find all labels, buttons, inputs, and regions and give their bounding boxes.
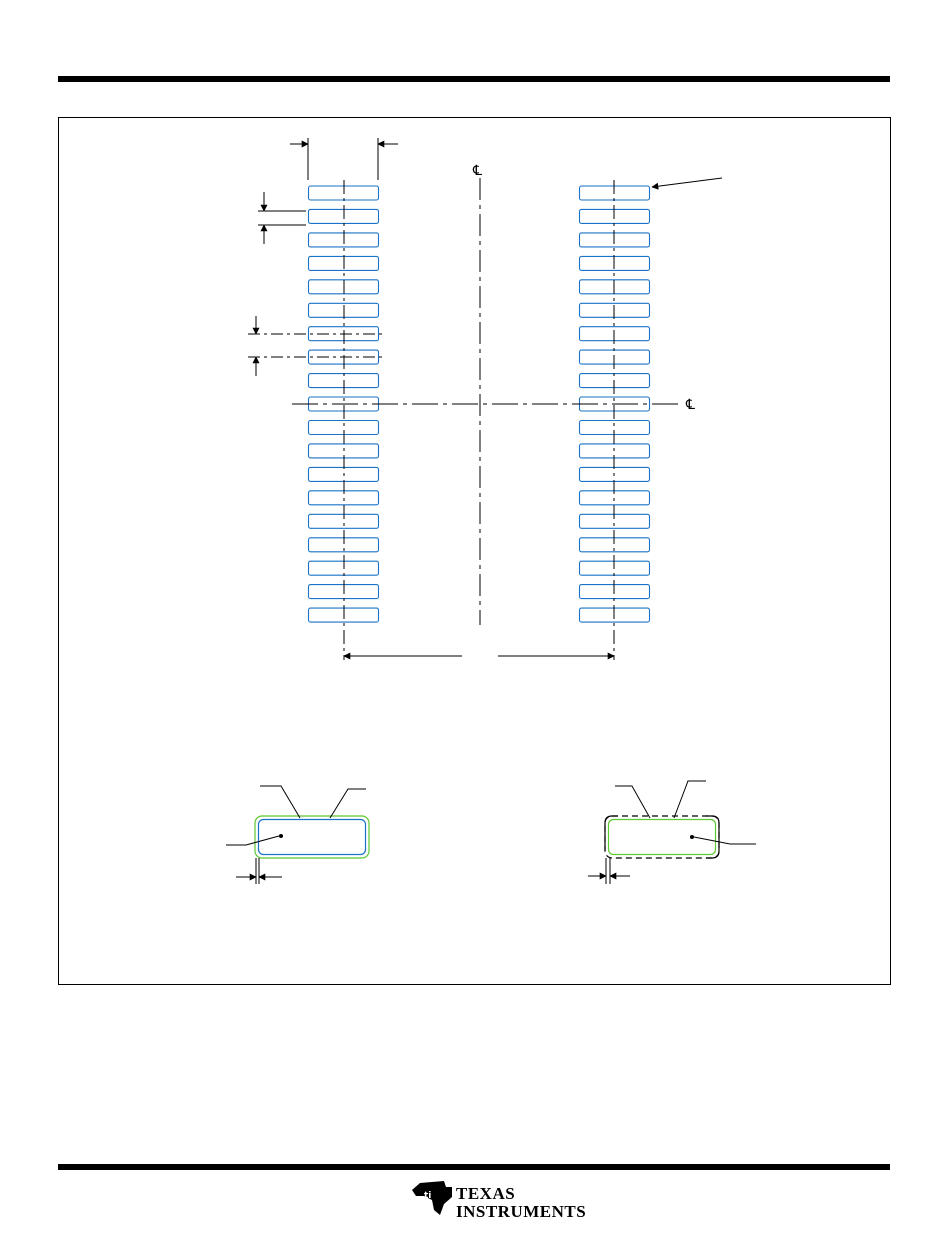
svg-text:ti: ti — [424, 1191, 432, 1201]
pad-leader — [226, 836, 279, 845]
solder-mask-defined-detail — [226, 786, 369, 884]
pad-leader — [694, 837, 756, 844]
non-solder-mask-defined-detail — [588, 781, 756, 884]
metal-pad-outline — [609, 820, 716, 855]
mask-opening-outline — [605, 816, 719, 858]
drawing-frame — [59, 118, 891, 985]
footer-rule — [58, 1164, 890, 1170]
mask-leader-right — [330, 789, 366, 818]
vertical-centerline-symbol: ℄ — [473, 163, 482, 179]
pitch-dimension — [248, 316, 386, 376]
mask-corner-right — [706, 816, 719, 858]
horizontal-centerline-symbol: ℄ — [686, 397, 695, 413]
mask-leader-left — [615, 786, 650, 818]
ti-wordmark — [410, 1180, 590, 1224]
brand-line-2: INSTRUMENTS — [456, 1202, 587, 1221]
mask-corner-left — [605, 816, 618, 851]
pad-height-dimension — [258, 192, 306, 244]
pad-width-dimension — [290, 138, 398, 180]
mask-leader-left — [260, 786, 300, 818]
pad-center-dot — [279, 834, 283, 838]
brand-line-1: TEXAS — [456, 1184, 516, 1203]
mask-opening-outline — [255, 816, 369, 858]
header-rule — [58, 76, 890, 82]
pad-leader-arrow — [652, 178, 722, 187]
mask-leader-right — [674, 781, 706, 818]
pad-center-dot — [690, 835, 694, 839]
